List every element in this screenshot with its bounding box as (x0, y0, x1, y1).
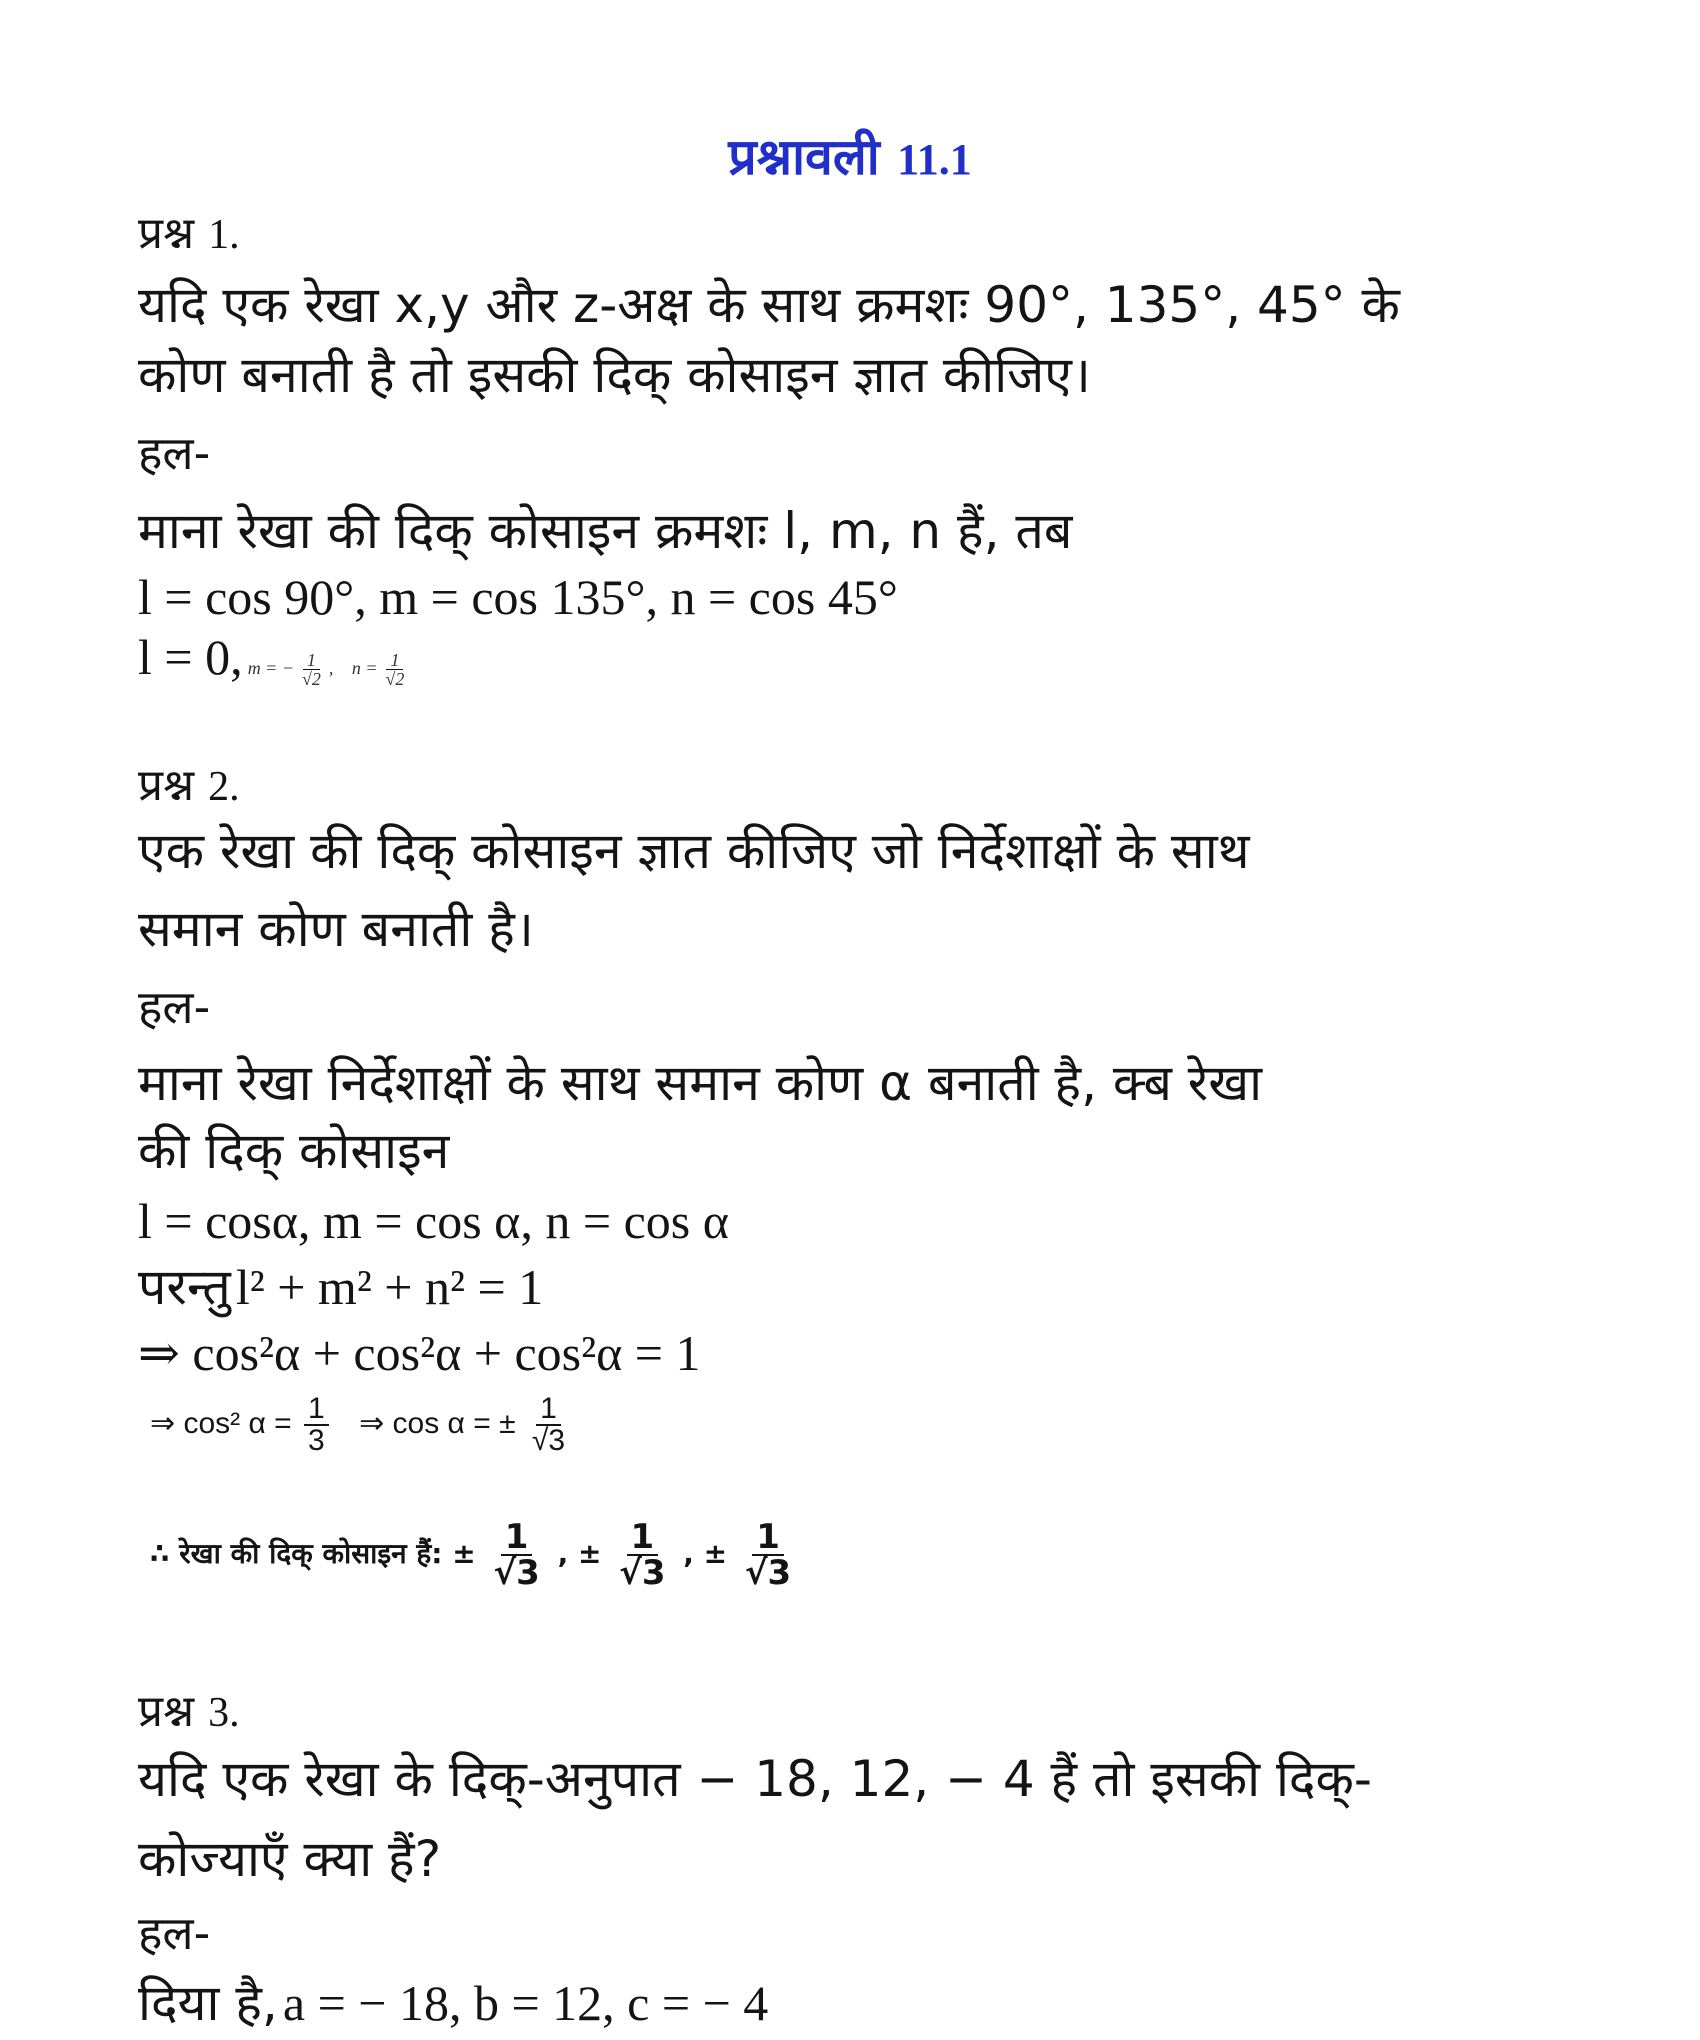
q3-text-line2: कोज्याएँ क्या हैं? (138, 1830, 442, 1888)
q1-m-frac-num: 1 (303, 651, 320, 670)
q2-heading (138, 760, 240, 811)
q1-m-frac (298, 651, 325, 688)
q2-final-sep1: , ± (557, 1537, 602, 1570)
q2-cos2-frac (304, 1394, 329, 1456)
q1-m-value: m = − $\frac{1}{√2}$ , (247, 650, 338, 690)
q2-cos-lhs: ⇒ cos α = ± (359, 1406, 516, 1440)
q3-diya-hai: दिया है, (138, 1974, 278, 2032)
q1-n-value (351, 650, 413, 690)
q1-text-line2: कोण बनाती है तो इसकी दिक् कोसाइन ज्ञात कीजिए। (138, 346, 1091, 404)
q2-parantu: परन्तु (138, 1258, 231, 1316)
q2-final-frac1-den: √3 (493, 1553, 540, 1593)
q3-hal: हल- (138, 1906, 211, 1960)
q2-sol-line2: की दिक् कोसाइन (138, 1122, 450, 1180)
q1-n-frac-num: 1 (386, 651, 403, 670)
q2-label: प्रश्न (138, 760, 195, 811)
q1-heading (138, 208, 240, 259)
q1-m-prefix: m = − (247, 658, 294, 678)
q2-final-frac3 (741, 1517, 795, 1593)
q1-m-frac-den: √2 (301, 669, 321, 690)
q2-sol-line1: माना रेखा निर्देशाक्षों के साथ समान कोण α बनाती है, क्ब रेखा (138, 1054, 1263, 1112)
q2-final-frac1-num: 1 (501, 1520, 533, 1556)
q1-sol-line3 (138, 629, 412, 690)
q2-final-frac2 (615, 1517, 669, 1593)
q3-sol-line1 (138, 1974, 769, 2032)
q2-final-sep2: , ± (683, 1537, 728, 1570)
q2-cos2-frac-num: 1 (304, 1394, 329, 1426)
q1-number: 1. (208, 212, 240, 258)
q1-n-prefix: n = (351, 658, 378, 678)
q1-sol-line1: माना रेखा की दिक् कोसाइन क्रमशः l, m, n हैं, तब (138, 502, 1073, 560)
q2-cos-frac-num: 1 (536, 1394, 561, 1426)
q2-sol-line5: ⇒ cos²α + cos²α + cos²α = 1 (138, 1325, 701, 1381)
q2-final-answer (150, 1517, 799, 1593)
q2-final-frac1 (489, 1517, 543, 1593)
title-label: प्रश्नावली (728, 128, 880, 186)
q2-final-prefix: ∴ रेखा की दिक् कोसाइन हैं: ± (150, 1537, 476, 1570)
q1-n-frac (382, 651, 409, 688)
q3-given-values: a = − 18, b = 12, c = − 4 (282, 1975, 769, 2031)
q2-text-line2: समान कोण बनाती है। (138, 900, 534, 958)
title-number: 11.1 (897, 135, 972, 184)
q2-cos-frac (528, 1394, 569, 1456)
q2-final-frac2-num: 1 (627, 1520, 659, 1556)
q3-heading (138, 1686, 240, 1737)
q1-l-value: l = 0, (138, 629, 243, 685)
q2-final-frac3-num: 1 (752, 1520, 784, 1556)
q2-hal: हल- (138, 980, 211, 1034)
q3-text-line1: यदि एक रेखा के दिक्-अनुपात − 18, 12, − 4 हैं तो इसकी दिक्- (138, 1750, 1372, 1808)
q1-hal: हल- (138, 426, 211, 480)
q2-identity: l² + m² + n² = 1 (235, 1259, 544, 1315)
q2-number: 2. (208, 764, 240, 810)
q2-cos-frac-den: √3 (531, 1424, 566, 1457)
q2-final-frac3-den: √3 (744, 1553, 792, 1593)
page-title (0, 128, 1700, 186)
q2-cos2-frac-den: 3 (308, 1424, 325, 1457)
q1-text-line1: यदि एक रेखा x,y और z-अक्ष के साथ क्रमशः 90°, 135°, 45° के (138, 276, 1400, 334)
q2-sol-line6 (150, 1394, 573, 1456)
q3-number: 3. (208, 1690, 240, 1736)
q2-sol-line3: l = cosα, m = cos α, n = cos α (138, 1193, 729, 1249)
q1-label: प्रश्न (138, 208, 195, 259)
q3-label: प्रश्न (138, 1686, 195, 1737)
q2-sol-line4 (138, 1258, 544, 1316)
q1-n-frac-den: √2 (385, 669, 405, 690)
q2-text-line1: एक रेखा की दिक् कोसाइन ज्ञात कीजिए जो निर्देशाक्षों के साथ (138, 822, 1250, 880)
q1-sol-line2: l = cos 90°, m = cos 135°, n = cos 45° (138, 569, 898, 625)
q2-cos2-lhs: ⇒ cos² α = (150, 1406, 292, 1440)
q2-final-frac2-den: √3 (619, 1553, 666, 1593)
